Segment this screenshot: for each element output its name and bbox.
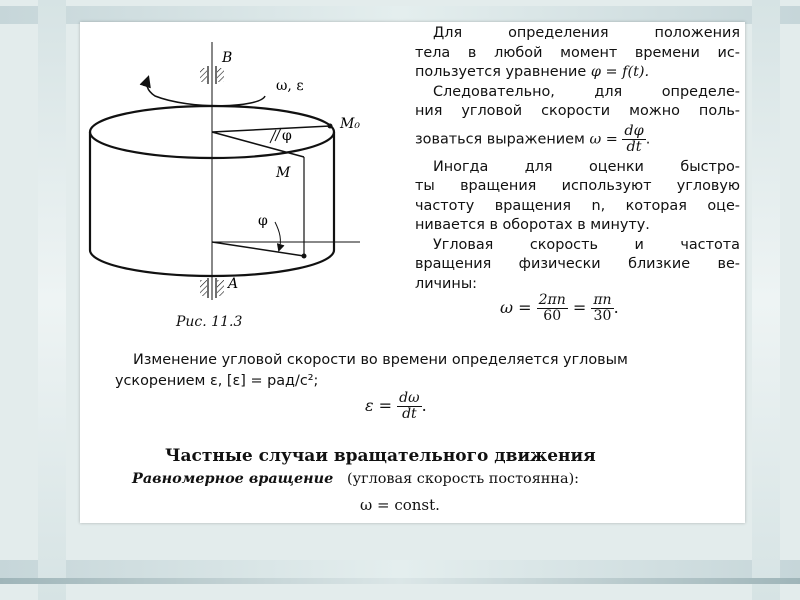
text-line [415, 124, 740, 155]
text-line: ты вращения используют угловую [415, 178, 740, 194]
equals-sign: = [572, 298, 587, 317]
equation-phi-ft: φ = f(t). [590, 64, 650, 80]
text-line: личины: [415, 275, 478, 292]
label-point-m0: M₀ [340, 116, 360, 132]
label-phi-upper: φ [282, 128, 292, 144]
figure-caption: Рис. 11.3 [176, 314, 243, 330]
equation-epsilon [365, 391, 427, 422]
point-m0-dot [328, 124, 333, 129]
text-line: тела в любой момент времени ис- [415, 44, 740, 61]
label-axis-a: A [228, 276, 239, 292]
text-line [415, 63, 740, 83]
lower-angle-arc [275, 222, 280, 250]
fraction-numerator: 2πn [538, 292, 566, 308]
slide-bottom-rule [0, 578, 800, 584]
scanned-page [80, 22, 745, 523]
section-heading: Частные случаи вращательного движения [165, 446, 596, 466]
text-line: нивается в оборотах в минуту. [415, 217, 650, 233]
fraction-2pin-60 [537, 293, 568, 324]
equation-lhs: ε = [365, 396, 393, 415]
uniform-rotation-note: (угловая скорость постоянна): [347, 471, 580, 487]
fraction-numerator: dφ [624, 122, 644, 139]
text-fragment: . [613, 298, 619, 317]
text-line: Следовательно, для определе- [433, 83, 740, 100]
fraction-dphi-dt [622, 124, 645, 155]
slide-frame-left-band [38, 0, 66, 600]
rotation-arrow-icon [147, 78, 265, 106]
fraction-numerator: πn [593, 292, 612, 308]
slide-frame-right-band [752, 0, 780, 600]
equation-lhs: ω = [500, 298, 532, 317]
fraction-denominator: dt [626, 138, 642, 155]
equation-omega-n [500, 293, 619, 324]
text-line: ускорением ε, [ε] = рад/с²; [115, 373, 319, 389]
right-column-text [415, 24, 740, 294]
text-line: частоту вращения n, которая оце- [415, 197, 740, 214]
radius-m0 [212, 126, 330, 132]
text-line: вращения физически близкие ве- [415, 256, 740, 272]
text-fragment: . [421, 396, 427, 415]
rotating-cylinder-figure [80, 22, 420, 312]
text-fragment: . [645, 131, 651, 147]
slide-frame-bottom-band [0, 560, 800, 578]
fraction-numerator: dω [399, 390, 420, 406]
fraction-domega-dt [397, 391, 421, 422]
text-line: Угловая скорость и частота [433, 236, 740, 253]
fraction-denominator: 30 [593, 308, 612, 324]
equation-omega-const: ω = const. [360, 496, 440, 514]
text-line: Для определения положения [433, 25, 740, 41]
text-line: Иногда для оценки быстро- [433, 158, 740, 175]
uniform-rotation-label: Равномерное вращение [132, 470, 334, 487]
label-point-m: M [276, 165, 291, 181]
acceleration-paragraph [115, 350, 745, 392]
fraction-denominator: 60 [543, 308, 562, 324]
uniform-rotation-line [132, 470, 579, 487]
text-fragment: пользуется уравнение [415, 64, 591, 80]
text-line: ния угловой скорости можно поль- [415, 103, 740, 119]
fraction-denominator: dt [402, 406, 417, 422]
lower-radius [212, 242, 304, 256]
label-omega-epsilon: ω, ε [276, 78, 304, 94]
label-phi-lower: φ [258, 213, 268, 229]
angle-ticks-upper [270, 130, 276, 143]
text-fragment: зоваться выражением [415, 131, 590, 147]
fraction-pin-30 [591, 293, 613, 324]
label-axis-b: B [222, 50, 233, 66]
text-line: Изменение угловой скорости во времени определяется угловым [133, 352, 628, 368]
point-m-dot [302, 254, 307, 259]
equation-omega-lhs: ω = [589, 131, 618, 147]
